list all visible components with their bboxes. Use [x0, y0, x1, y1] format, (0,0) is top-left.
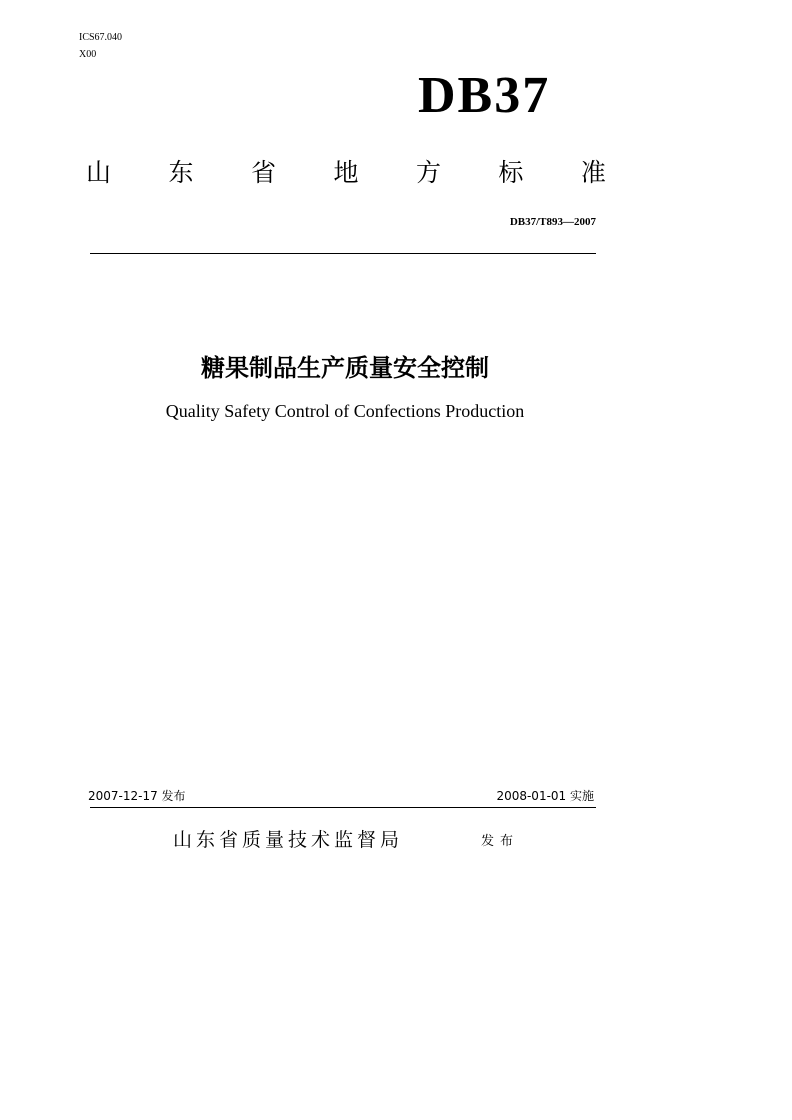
- issuer-name: 山东省质量技术监督局: [173, 829, 404, 851]
- issue-action: 发布: [481, 834, 520, 849]
- date-row: [88, 788, 594, 804]
- ics-code: ICS67.040: [79, 32, 123, 43]
- title-english: Quality Safety Control of Confections Production: [165, 401, 525, 421]
- standard-type-char: 东: [168, 158, 194, 187]
- top-divider: [90, 253, 596, 254]
- release-date: 2007-12-17 发布: [88, 789, 186, 803]
- title-chinese: 糖果制品生产质量安全控制: [201, 354, 489, 382]
- bottom-divider: [90, 807, 596, 808]
- standard-type-char: 山: [86, 158, 112, 187]
- standard-type-char: 省: [250, 158, 276, 187]
- standard-type-char: 地: [333, 158, 359, 187]
- standard-code: DB37: [418, 67, 551, 124]
- standard-type-char: 准: [580, 158, 606, 187]
- standard-type: [86, 156, 606, 190]
- standard-number: DB37/T893—2007: [509, 216, 596, 228]
- category-code: X00: [79, 49, 97, 60]
- standard-type-char: 方: [415, 158, 441, 187]
- standard-type-char: 标: [498, 158, 524, 187]
- effective-date: 2008-01-01 实施: [496, 789, 594, 803]
